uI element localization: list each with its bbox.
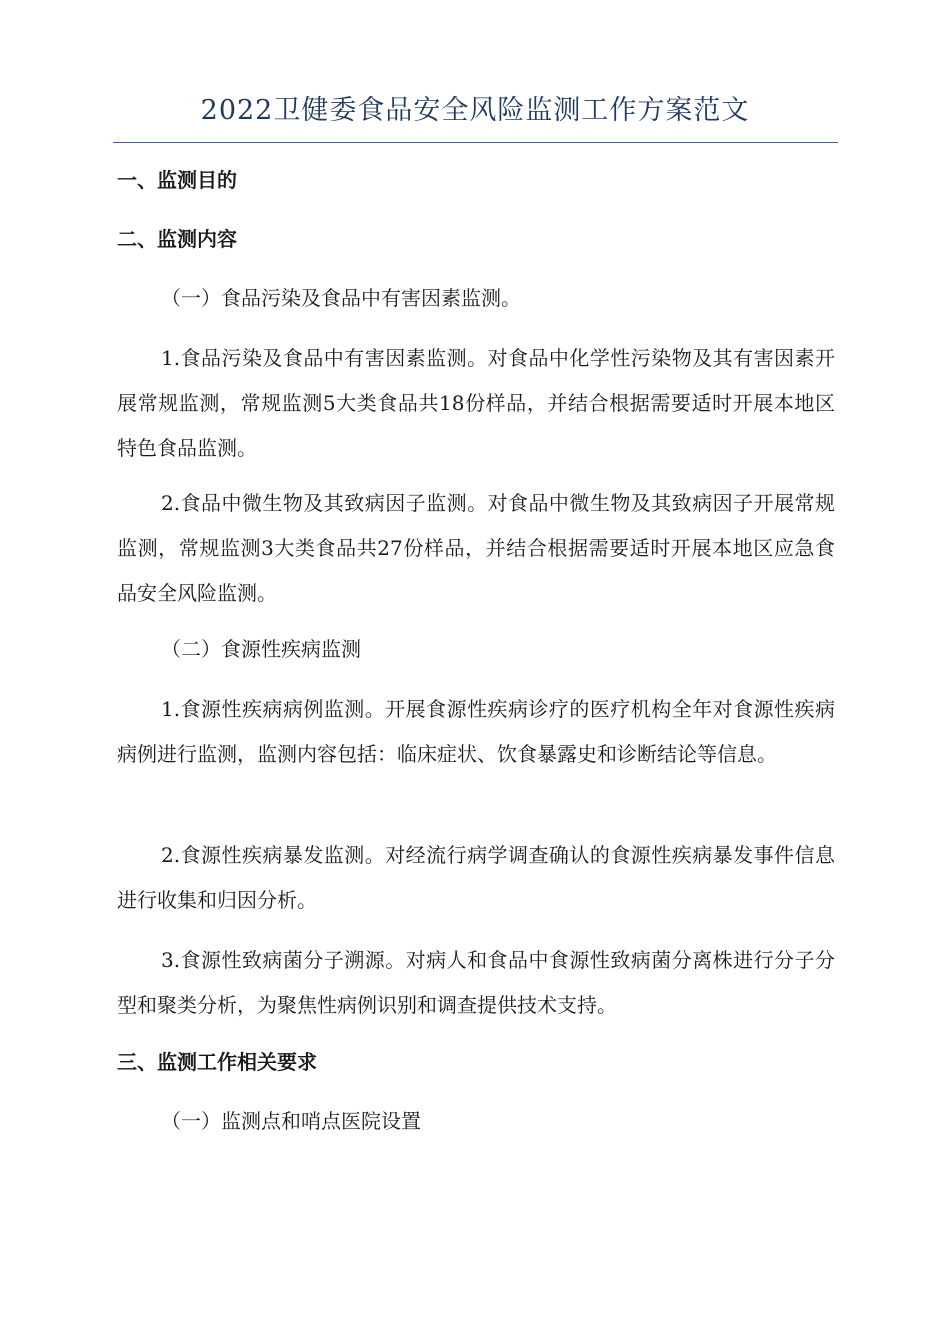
subsection-heading-2-2: （二）食源性疾病监测	[161, 637, 361, 661]
section-heading-2: 二、监测内容	[117, 227, 237, 251]
paragraph-2-2-2: 2.食源性疾病暴发监测。对经流行病学调查确认的食源性疾病暴发事件信息进行收集和归因分析。	[117, 843, 835, 912]
subsection-heading-2-1: （一）食品污染及食品中有害因素监测。	[161, 286, 521, 310]
title-divider	[113, 142, 838, 143]
section-heading-3: 三、监测工作相关要求	[117, 1050, 317, 1074]
subsection-heading-3-1: （一）监测点和哨点医院设置	[161, 1109, 421, 1133]
paragraph-2-2-1: 1.食源性疾病病例监测。开展食源性疾病诊疗的医疗机构全年对食源性疾病病例进行监测，监测内容包括：临床症状、饮食暴露史和诊断结论等信息。	[117, 697, 835, 766]
paragraph-2-2-3: 3.食源性致病菌分子溯源。对病人和食品中食源性致病菌分离株进行分子分型和聚类分析，为聚焦性病例识别和调查提供技术支持。	[117, 948, 835, 1017]
section-heading-1: 一、监测目的	[117, 168, 237, 192]
paragraph-2-1-2: 2.食品中微生物及其致病因子监测。对食品中微生物及其致病因子开展常规监测，常规监测3大类食品共27份样品，并结合根据需要适时开展本地区应急食品安全风险监测。	[117, 491, 835, 605]
document-title: 2022卫健委食品安全风险监测工作方案范文	[200, 95, 750, 126]
paragraph-2-1-1: 1.食品污染及食品中有害因素监测。对食品中化学性污染物及其有害因素开展常规监测，常规监测5大类食品共18份样品，并结合根据需要适时开展本地区特色食品监测。	[117, 346, 835, 460]
